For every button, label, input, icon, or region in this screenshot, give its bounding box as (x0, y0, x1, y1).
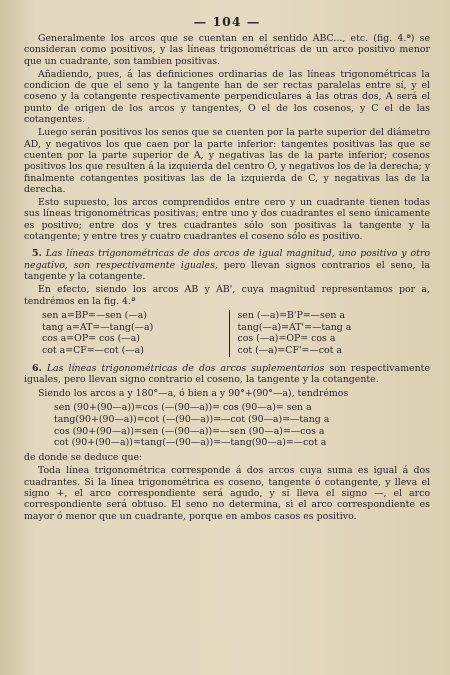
equation-line: cos (—a)=OP= cos a (237, 333, 336, 345)
paragraph-6: Siendo los arcos a y 180°—a, ó bien a y 90°+(90°—a), tendrémos (38, 387, 349, 399)
paragraph-8: Toda línea trigonométrica corresponde á dos arcos cuya suma es igual á dos cuadrantes. Si la línea trigonométrica es coseno, tangente ó cotangente, y lleva el signo +, el arco correspondiente será agudo, y si lleva el signo —, el arco correspondiente será obtuso. El seno no determina, si el arco correspondiente es mayor ó menor que un cuadrante, porque en ambos casos es positivo. (24, 465, 430, 522)
equation-line: cot (—a)=CF'=—cot a (237, 345, 342, 357)
equation-line: tang a=AT=—tang(—a) (42, 321, 154, 333)
equation-line: cos a=OP= cos (—a) (42, 333, 140, 345)
section-5-heading (24, 248, 430, 282)
page-number: — 104 — (193, 14, 261, 29)
section-6-number: 6. (32, 363, 42, 375)
section-5-rest: pero llevan signos contrarios el seno, la tangente y la cotangente. (24, 259, 430, 282)
equation-line: sen (—a)=B'P=—sen a (237, 309, 345, 321)
equation-line: tang(—a)=AT'=—tang a (237, 321, 352, 333)
paragraph-2: Añadiendo, pues, á las definiciones ordinarias de las líneas trigonométricas la condicion de que el seno y la tangente han de ser rectas paralelas entre sí, y el coseno y la cotangente respectivamente perpendiculares á las otras dos, A será el punto de origen de los arcos y tangentes, O el de los cosenos, y C el de las cotangentes. (24, 68, 430, 126)
equation-line: cos (90+(90—a))=sen (—(90—a))=—sen (90—a)=—cos a (54, 425, 325, 437)
paragraph-1: Generalmente los arcos que se cuentan en el sentido ABC..., etc. (fig. 4.ª) se consideran como positivos, y las líneas trigonométricas de un arco positivo menor que un cuadrante, son tambien positivas. (24, 33, 430, 67)
paragraph-7: de donde se deduce que: (24, 452, 143, 464)
equation-line: cot (90+(90—a))=tang(—(90—a))=—tang(90—a)=—cot a (54, 437, 327, 449)
equations-section-6 (54, 402, 430, 449)
equations-right-column (230, 310, 425, 357)
paragraph-5: En efecto, siendo los arcos AB y AB', cuya magnitud representamos por a, tendrémos en la fig. 4.ª (24, 284, 430, 307)
section-5-number: 5. (32, 248, 42, 260)
section-6-title: Las líneas trigonométricas de dos arcos suplementarios (46, 363, 325, 375)
section-6-heading (24, 363, 430, 386)
equation-line: sen (90+(90—a))=cos (—(90—a))= cos (90—a)= sen a (54, 401, 312, 413)
equations-left-column (34, 310, 229, 357)
equation-line: cot a=CF=—cot (—a) (42, 345, 144, 357)
equations-section-5 (34, 310, 424, 357)
paragraph-3: Luego serán positivos los senos que se cuenten por la parte superior del diámetro AD, y negativos los que caen por la parte inferior: tangentes positivas las que se cuenten por la parte superior de A, y negativas las de la parte inferior; cosenos positivos los que resulten á la izquierda del centro O, y negativos los de la derecha; y finalmente cotangentes positivas las de la izquierda de C, y negativas las de la derecha. (24, 127, 430, 195)
section-5-title: Las líneas trigonométricas de dos arcos de igual magnitud, uno positivo y otro negativo, son respectivamente iguales, (24, 248, 430, 271)
section-6-rest: son respectivamente iguales, pero llevan signo contrario el coseno, la tangente y la cotangente. (24, 363, 430, 386)
equation-line: sen a=BP=—sen (—a) (42, 309, 147, 321)
paragraph-4: Esto supuesto, los arcos comprendidos entre cero y un cuadrante tienen todas sus líneas trigonométricas positivas; entre uno y dos cuadrantes el seno únicamente es positivo; entre dos y tres cuadrantes sólo son positivas la tangente y la cotangente; y entre tres y cuatro cuadrantes el coseno sólo es positivo. (24, 197, 430, 243)
equation-line: tang(90+(90—a))=cot (—(90—a))=—cot (90—a)=—tang a (54, 413, 330, 425)
